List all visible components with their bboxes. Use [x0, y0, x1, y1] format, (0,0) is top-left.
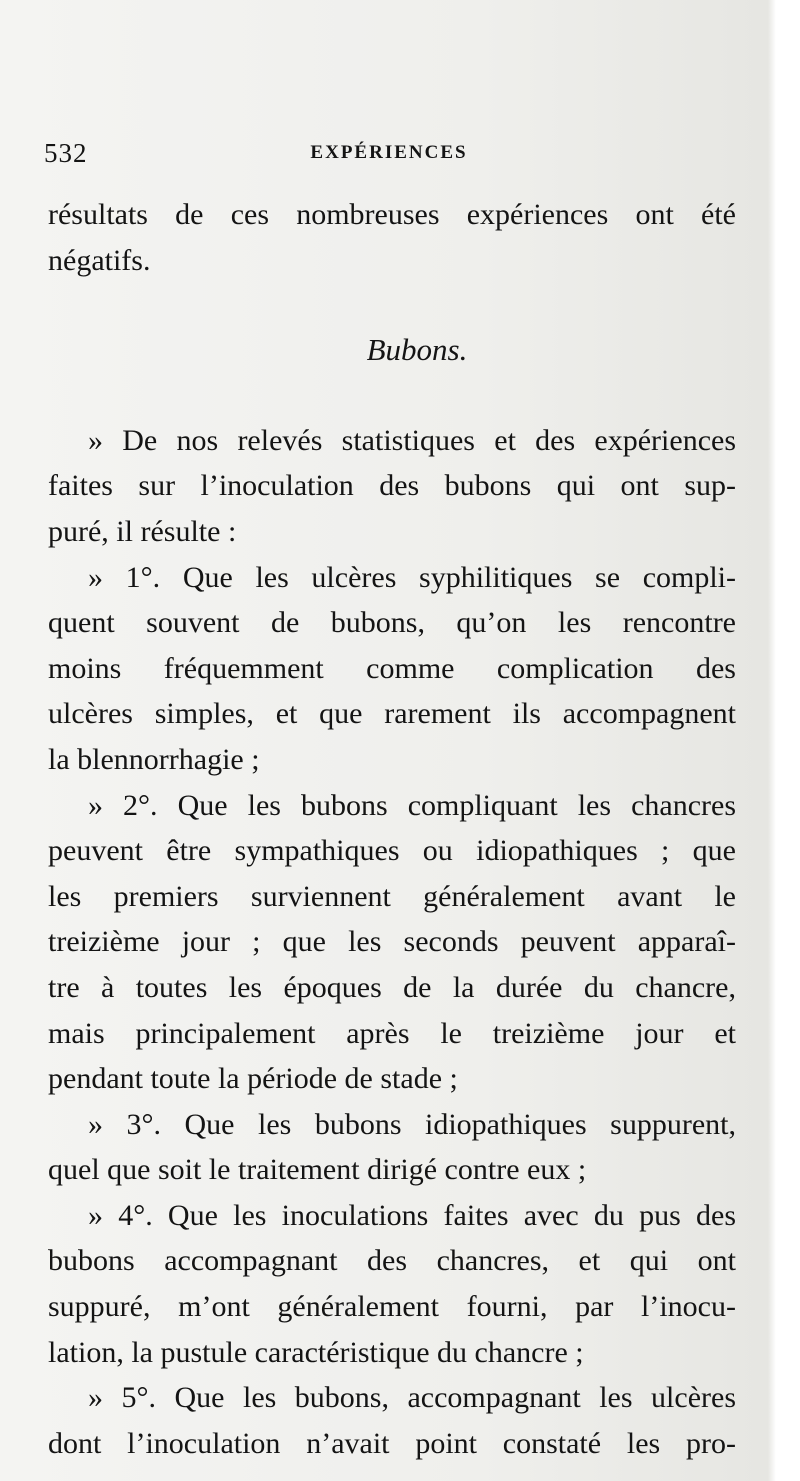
text-line: » 2°. Que les bubons compliquant les chancres [88, 788, 736, 822]
text-line: treizième jour ; que les seconds peuvent apparaî- [48, 925, 736, 959]
text-line: mais principalement après le treizième jour et [48, 1016, 736, 1050]
running-title: EXPÉRIENCES [310, 142, 468, 163]
text-line: » De nos relevés statistiques et des expériences [88, 423, 736, 457]
text-line: peuvent être sympathiques ou idiopathiques ; que [48, 834, 736, 868]
text-line: lation, la pustule caractéristique du chancre ; [48, 1335, 584, 1369]
text-line: quel que soit le traitement dirigé contre eux ; [48, 1153, 587, 1187]
text-line: » 5°. Que les bubons, accompagnant les ulcères [88, 1381, 736, 1415]
text-line: bubons accompagnant des chancres, et qui ont [48, 1244, 736, 1278]
text-line: négatifs. [48, 243, 151, 277]
text-line: puré, il résulte : [48, 514, 237, 548]
text-line: tre à toutes les époques de la durée du chancre, [48, 970, 736, 1004]
section-title: Bubons. [366, 332, 468, 368]
body-text [48, 192, 736, 1466]
text-line: suppuré, m’ont généralement fourni, par l’inocu- [48, 1290, 736, 1324]
text-line: faites sur l’inoculation des bubons qui ont sup- [48, 469, 736, 503]
text-line: ulcères simples, et que rarement ils accompagnent [48, 697, 736, 731]
text-line: les premiers surviennent généralement avant le [48, 879, 736, 913]
text-line: la blennorrhagie ; [48, 742, 260, 776]
text-line: dont l’inoculation n’avait point constaté les pro- [48, 1426, 736, 1460]
text-line: résultats de ces nombreuses expériences ont été [48, 198, 736, 231]
page-number: 532 [44, 138, 88, 168]
text-line: » 3°. Que les bubons idiopathiques suppurent, [88, 1107, 736, 1141]
text-line: moins fréquemment comme complication des [48, 651, 736, 685]
text-line: quent souvent de bubons, qu’on les rencontre [48, 606, 736, 640]
text-line: » 4°. Que les inoculations faites avec du pus des [88, 1198, 736, 1232]
text-line: » 1°. Que les ulcères syphilitiques se compli- [88, 560, 736, 594]
running-header [44, 138, 734, 168]
text-line: pendant toute la période de stade ; [48, 1062, 458, 1096]
